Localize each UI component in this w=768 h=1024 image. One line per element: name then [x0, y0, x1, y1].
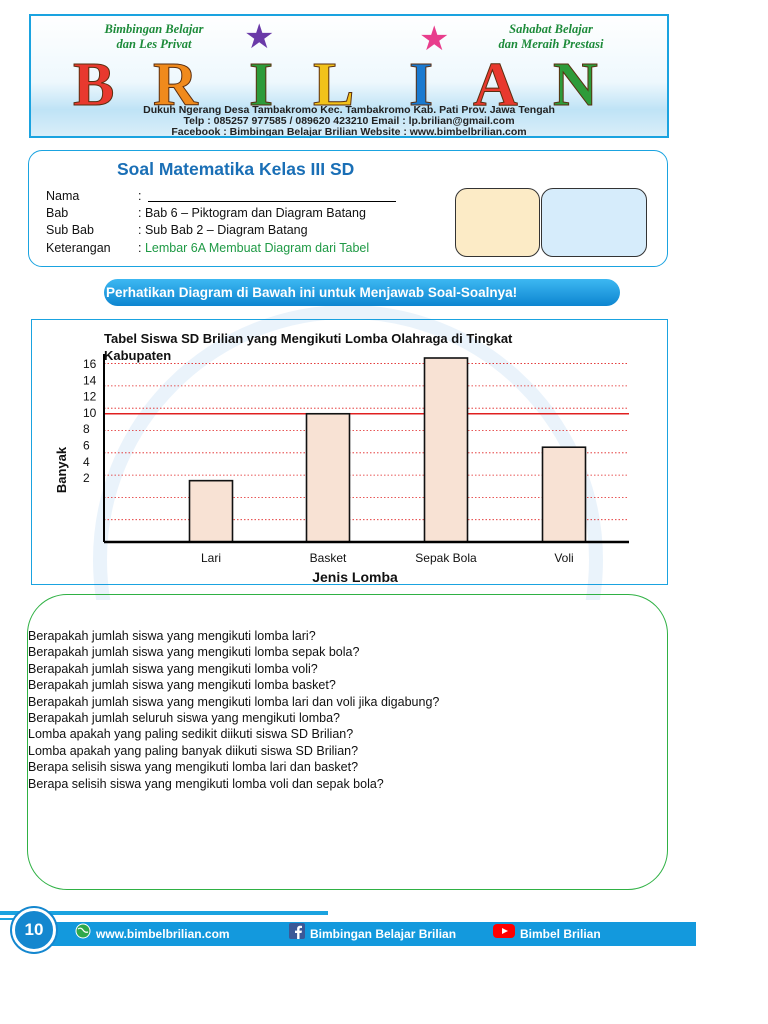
- brand-letter: R: [153, 51, 198, 119]
- question-item: Berapakah jumlah siswa yang mengikuti lomba lari?: [28, 629, 316, 643]
- chart-title: Kabupaten: [104, 348, 172, 363]
- footer-facebook[interactable]: [289, 922, 456, 946]
- question-item: Berapa selisih siswa yang mengikuti lomba voli dan sepak bola?: [28, 776, 384, 791]
- question-item: Berapakah jumlah seluruh siswa yang mengikuti lomba?: [28, 711, 340, 726]
- question-item: Berapakah jumlah siswa yang mengikuti lomba lari dan voli jika digabung?: [28, 694, 440, 709]
- field-label-keterangan: Keterangan: [46, 241, 111, 255]
- brand-letter: L: [313, 51, 355, 119]
- question-item: Lomba apakah yang paling sedikit diikuti siswa SD Brilian?: [28, 727, 354, 742]
- bar-voli: [543, 447, 586, 542]
- page-number: 10: [12, 908, 56, 952]
- y-tick-label: 8: [83, 422, 90, 437]
- star-icon: ★: [244, 18, 275, 56]
- brand-letter: A: [473, 51, 518, 119]
- brand-letter: I: [249, 51, 274, 119]
- question-item: Berapakah jumlah siswa yang mengikuti lomba basket?: [28, 678, 336, 693]
- question-item: Berapakah jumlah siswa yang mengikuti lomba voli?: [28, 661, 318, 676]
- star-icon: ★: [419, 20, 450, 58]
- contact-info: Telp : 085257 977585 / 089620 423210 Email : lp.brilian@gmail.com: [183, 115, 515, 127]
- instruction-banner: Perhatikan Diagram di Bawah ini untuk Menjawab Soal-Soalnya!: [104, 279, 620, 306]
- y-tick-label: 10: [83, 405, 97, 420]
- facebook-text: Bimbingan Belajar Brilian: [310, 927, 457, 941]
- y-tick-label: 16: [83, 357, 97, 371]
- tagline-right-line2: dan Meraih Prestasi: [498, 37, 604, 51]
- globe-icon: [75, 923, 91, 947]
- tagline-left-line2: dan Les Privat: [116, 37, 192, 51]
- facebook-icon: [289, 923, 305, 947]
- field-value-bab: : Bab 6 – Piktogram dan Diagram Batang: [138, 206, 366, 220]
- brand-letter: N: [553, 51, 598, 119]
- tagline-right-line1: Sahabat Belajar: [509, 22, 593, 36]
- chart-title: Tabel Siswa SD Brilian yang Mengikuti Lomba Olahraga di Tingkat: [104, 331, 513, 346]
- bar-lari: [190, 481, 233, 542]
- bar-sepak-bola: [425, 358, 468, 542]
- y-tick-label: 2: [83, 471, 90, 486]
- bar-basket: [307, 414, 350, 542]
- worksheet-title: Soal Matematika Kelas III SD: [117, 159, 355, 179]
- website-text: www.bimbelbrilian.com: [96, 927, 230, 941]
- field-label-subbab: Sub Bab: [46, 223, 94, 237]
- field-value-subbab: : Sub Bab 2 – Diagram Batang: [138, 223, 308, 237]
- tagline-left-line1: Bimbingan Belajar: [104, 22, 204, 36]
- x-tick-label: Lari: [200, 551, 222, 565]
- question-item: Berapa selisih siswa yang mengikuti lomba lari dan basket?: [28, 760, 359, 775]
- x-tick-label: Basket: [309, 551, 347, 565]
- field-value-nama: :: [138, 189, 142, 203]
- footer-website[interactable]: [75, 922, 230, 946]
- youtube-text: Bimbel Brilian: [520, 927, 601, 941]
- address: Dukuh Ngerang Desa Tambakromo Kec. Tambakromo Kab. Pati Prov. Jawa Tengah: [143, 104, 555, 116]
- question-list: [28, 628, 439, 792]
- question-item: Lomba apakah yang paling banyak diikuti siswa SD Brilian?: [28, 743, 359, 758]
- youtube-icon: [493, 923, 515, 947]
- y-tick-label: 12: [83, 389, 97, 404]
- y-tick-label: 6: [83, 438, 90, 453]
- brand-letter: B: [73, 51, 115, 119]
- y-axis-label: Banyak: [54, 446, 69, 494]
- social-info: Facebook : Bimbingan Belajar Brilian Website : www.bimbelbrilian.com: [171, 126, 527, 138]
- x-axis-label: Jenis Lomba: [312, 569, 398, 585]
- footer-youtube[interactable]: [493, 922, 601, 946]
- keterangan-text: Lembar 6A Membuat Diagram dari Tabel: [144, 241, 370, 255]
- field-label-bab: Bab: [46, 206, 69, 220]
- value-prefix: :: [138, 241, 145, 255]
- y-tick-label: 14: [83, 373, 97, 388]
- x-tick-label: Sepak Bola: [415, 551, 477, 565]
- y-tick-label: 4: [83, 454, 90, 469]
- field-label-nama: Nama: [46, 189, 80, 203]
- x-tick-label: Voli: [554, 551, 574, 565]
- brand-letter: I: [409, 51, 434, 119]
- question-item: Berapakah jumlah siswa yang mengikuti lomba sepak bola?: [28, 645, 360, 660]
